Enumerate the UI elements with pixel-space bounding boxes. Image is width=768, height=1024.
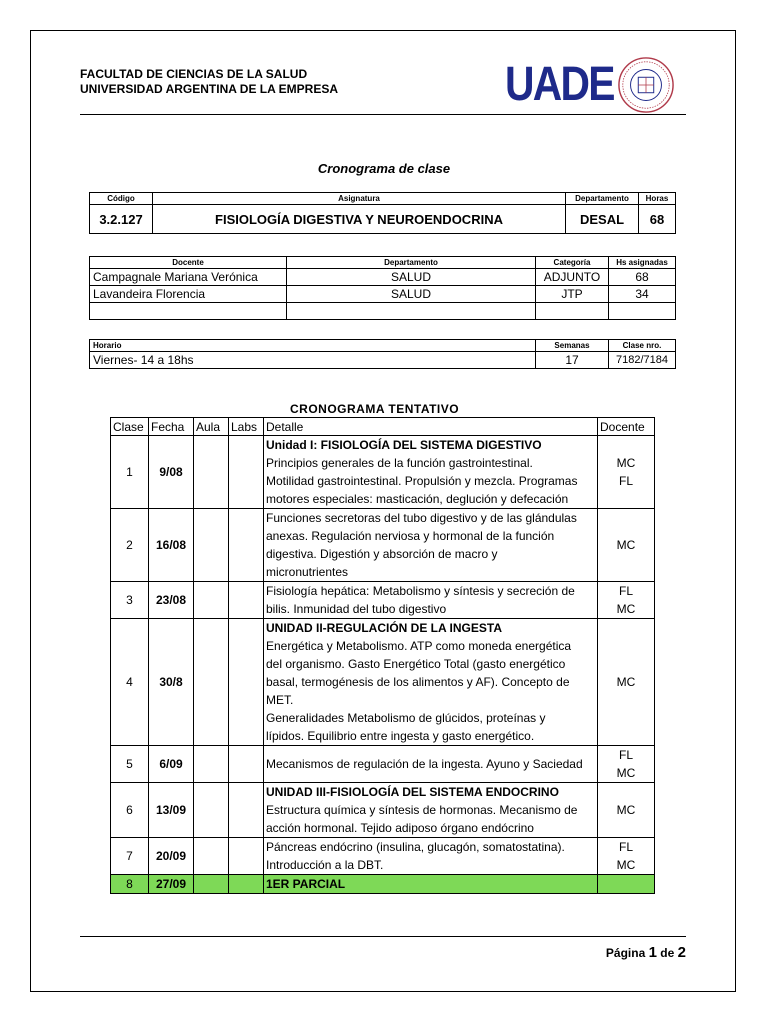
teacher-hours: 68 (609, 269, 676, 286)
footer-rule (80, 936, 686, 937)
th-semanas: Semanas (536, 340, 609, 352)
class-labs (229, 783, 264, 838)
detail-line: basal, termogénesis de los alimentos y AF). Concepto de (266, 675, 570, 689)
cronograma-title: CRONOGRAMA TENTATIVO (290, 402, 460, 416)
teacher-initials: MC (616, 456, 636, 470)
class-labs (229, 619, 264, 746)
th-docente: Docente (598, 418, 655, 436)
class-date: 23/08 (149, 582, 194, 619)
th-horario: Horario (90, 340, 536, 352)
page-of: de (660, 946, 675, 960)
class-detail (264, 436, 598, 509)
schedule-weeks: 17 (536, 352, 609, 369)
teacher-initials: FL (618, 584, 633, 598)
class-teacher (598, 619, 655, 746)
class-detail (264, 838, 598, 875)
class-room (194, 783, 229, 838)
cronograma-table (110, 417, 655, 894)
class-detail (264, 746, 598, 783)
class-teacher (598, 838, 655, 875)
teacher-row-empty (90, 303, 676, 320)
page-label: Página (605, 946, 646, 960)
teacher-category: JTP (536, 286, 609, 303)
detail-line: bilis. Inmunidad del tubo digestivo (266, 602, 447, 616)
cronograma-row (111, 619, 655, 746)
teacher-initials: FL (618, 748, 633, 762)
class-number: 6 (111, 783, 149, 838)
detail-line: Funciones secretoras del tubo digestivo y de las glándulas (266, 511, 577, 525)
detail-line: Generalidades Metabolismo de glúcidos, proteínas y (266, 711, 546, 725)
class-labs (229, 582, 264, 619)
class-date: 9/08 (149, 436, 194, 509)
teacher-department (287, 303, 536, 320)
class-detail (264, 509, 598, 582)
unit-title: Unidad I: FISIOLOGÍA DEL SISTEMA DIGESTIVO (266, 438, 542, 452)
class-detail (264, 619, 598, 746)
course-name: FISIOLOGÍA DIGESTIVA Y NEUROENDOCRINA (153, 205, 566, 234)
detail-line: micronutrientes (266, 565, 349, 579)
unit-title: UNIDAD II-REGULACIÓN DE LA INGESTA (266, 621, 502, 635)
th-labs: Labs (229, 418, 264, 436)
teacher-initials: MC (616, 858, 636, 872)
class-date: 16/08 (149, 509, 194, 582)
cronograma-row (111, 436, 655, 509)
logo-wordmark: UADE (505, 58, 614, 111)
teacher-initials: MC (616, 803, 636, 817)
class-labs (229, 838, 264, 875)
course-table (89, 192, 676, 234)
class-number: 3 (111, 582, 149, 619)
class-date: 30/8 (149, 619, 194, 746)
th-detalle: Detalle (264, 418, 598, 436)
teacher-category (536, 303, 609, 320)
class-number: 4 (111, 619, 149, 746)
class-teacher (598, 875, 655, 894)
detail-line: anexas. Regulación nerviosa y hormonal de la función (266, 529, 555, 543)
teacher-hours: 34 (609, 286, 676, 303)
class-labs (229, 875, 264, 894)
th-asignatura: Asignatura (153, 193, 566, 205)
th-fecha: Fecha (149, 418, 194, 436)
cronograma-row (111, 783, 655, 838)
teacher-initials: MC (616, 766, 636, 780)
class-date: 20/09 (149, 838, 194, 875)
class-room (194, 436, 229, 509)
teacher-row (90, 286, 676, 303)
class-number: 8 (111, 875, 149, 894)
course-hours: 68 (639, 205, 676, 234)
teacher-name: Campagnale Mariana Verónica (90, 269, 287, 286)
document-title: Cronograma de clase (317, 161, 451, 176)
detail-line: del organismo. Gasto Energético Total (gasto energético (266, 657, 566, 671)
class-number: 2 (111, 509, 149, 582)
th-departamento: Departamento (287, 257, 536, 269)
class-room (194, 619, 229, 746)
teacher-initials: FL (618, 474, 633, 488)
teacher-category: ADJUNTO (536, 269, 609, 286)
th-clase-nro: Clase nro. (609, 340, 676, 352)
course-department: DESAL (566, 205, 639, 234)
unit-title: UNIDAD III-FISIOLOGÍA DEL SISTEMA ENDOCRINO (266, 785, 559, 799)
teacher-initials: FL (618, 840, 633, 854)
class-date: 27/09 (149, 875, 194, 894)
university-seal-icon (617, 56, 675, 114)
detail-line: Introducción a la DBT. (266, 858, 384, 872)
class-labs (229, 746, 264, 783)
cronograma-row (111, 582, 655, 619)
uade-logo (505, 54, 685, 114)
detail-line: Energética y Metabolismo. ATP como moneda energética (266, 639, 572, 653)
page-footer (606, 944, 686, 961)
th-aula: Aula (194, 418, 229, 436)
cronograma-row (111, 838, 655, 875)
header-text (80, 67, 338, 97)
class-detail (264, 582, 598, 619)
th-codigo: Código (90, 193, 153, 205)
page-total: 2 (677, 944, 686, 961)
detail-line: Fisiología hepática: Metabolismo y síntesis y secreción de (266, 584, 575, 598)
class-labs (229, 509, 264, 582)
class-number: 7 (111, 838, 149, 875)
teacher-department: SALUD (287, 269, 536, 286)
detail-line: lípidos. Equilibrio entre ingesta y gasto energético. (266, 729, 535, 743)
class-detail (264, 875, 598, 894)
class-teacher (598, 746, 655, 783)
schedule-class-number: 7182/7184 (609, 352, 676, 369)
th-categoria: Categoría (536, 257, 609, 269)
class-teacher (598, 436, 655, 509)
detail-line: MET. (266, 693, 294, 707)
course-code: 3.2.127 (90, 205, 153, 234)
class-date: 13/09 (149, 783, 194, 838)
class-number: 5 (111, 746, 149, 783)
th-horas: Horas (639, 193, 676, 205)
detail-line: Mecanismos de regulación de la ingesta. Ayuno y Saciedad (266, 757, 583, 771)
class-teacher (598, 783, 655, 838)
class-room (194, 509, 229, 582)
unit-title: 1ER PARCIAL (266, 877, 346, 891)
cronograma-row (111, 875, 655, 894)
header-rule (80, 114, 686, 115)
th-hs-asignadas: Hs asignadas (609, 257, 676, 269)
detail-line: Principios generales de la función gastrointestinal. (266, 456, 533, 470)
teacher-name: Lavandeira Florencia (90, 286, 287, 303)
detail-line: acción hormonal. Tejido adiposo órgano endócrino (266, 821, 534, 835)
cronograma-row (111, 509, 655, 582)
teacher-hours (609, 303, 676, 320)
teacher-name (90, 303, 287, 320)
faculty-name: FACULTAD DE CIENCIAS DE LA SALUD (80, 67, 308, 81)
class-teacher (598, 509, 655, 582)
university-name: UNIVERSIDAD ARGENTINA DE LA EMPRESA (80, 82, 339, 96)
page-number: 1 (648, 944, 657, 961)
th-clase: Clase (111, 418, 149, 436)
teacher-initials: MC (616, 675, 636, 689)
detail-line: motores especiales: masticación, deglución y defecación (266, 492, 569, 506)
teacher-initials: MC (616, 538, 636, 552)
schedule-time: Viernes- 14 a 18hs (90, 352, 536, 369)
class-teacher (598, 582, 655, 619)
th-departamento: Departamento (566, 193, 639, 205)
detail-line: digestiva. Digestión y absorción de macro y (266, 547, 498, 561)
detail-line: Estructura química y síntesis de hormonas. Mecanismo de (266, 803, 578, 817)
teacher-initials: MC (616, 602, 636, 616)
class-date: 6/09 (149, 746, 194, 783)
detail-line: Páncreas endócrino (insulina, glucagón, somatostatina). (266, 840, 565, 854)
teacher-row (90, 269, 676, 286)
class-room (194, 582, 229, 619)
th-docente: Docente (90, 257, 287, 269)
detail-line: Motilidad gastrointestinal. Propulsión y mezcla. Programas (266, 474, 578, 488)
class-room (194, 838, 229, 875)
schedule-info-table (89, 339, 676, 369)
class-room (194, 875, 229, 894)
class-detail (264, 783, 598, 838)
class-number: 1 (111, 436, 149, 509)
teachers-table (89, 256, 676, 320)
cronograma-row (111, 746, 655, 783)
class-labs (229, 436, 264, 509)
teacher-department: SALUD (287, 286, 536, 303)
class-room (194, 746, 229, 783)
